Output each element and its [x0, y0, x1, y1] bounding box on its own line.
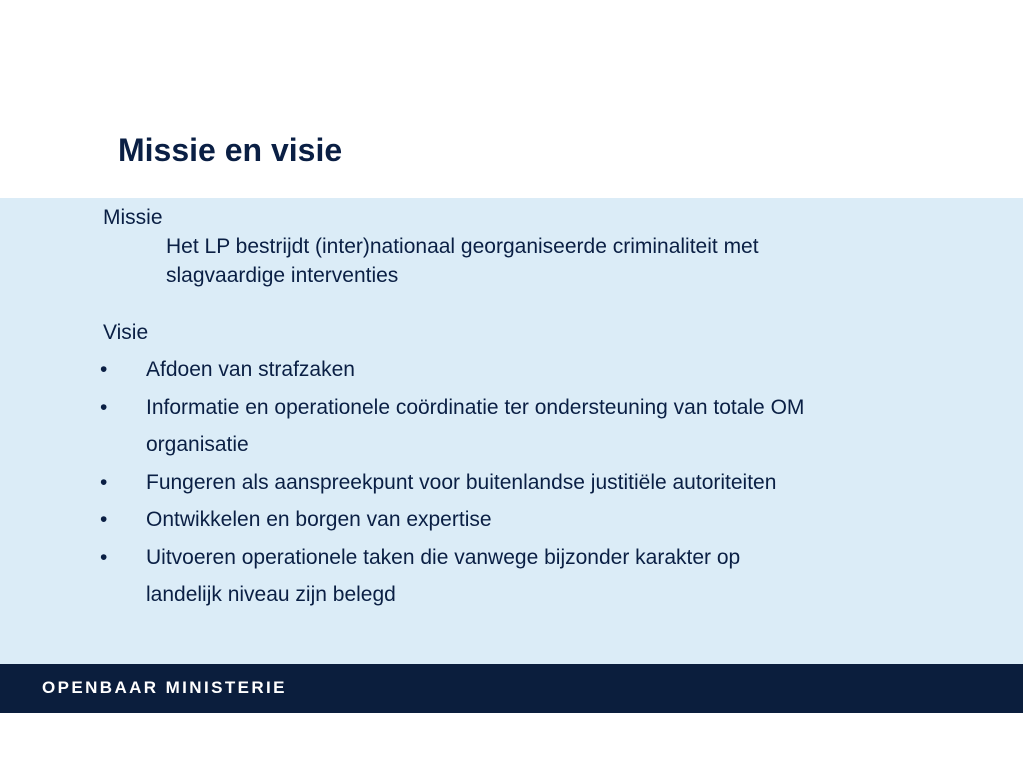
bullet-icon: •: [100, 358, 108, 381]
visie-bullet-item: [100, 501, 804, 539]
visie-bullet-item: [100, 464, 804, 502]
bullet-icon: •: [100, 395, 108, 419]
bullet-icon: •: [100, 545, 108, 569]
footer-bar: [0, 664, 1023, 713]
visie-heading: Visie: [103, 321, 149, 344]
bullet-line: landelijk niveau zijn belegd: [146, 583, 396, 606]
bullet-line: Afdoen van strafzaken: [146, 358, 355, 381]
visie-bullet-list: [100, 351, 804, 614]
slide-title: Missie en visie: [118, 132, 343, 168]
bullet-icon: •: [100, 470, 108, 494]
bullet-icon: •: [100, 508, 108, 531]
missie-body: [166, 232, 759, 290]
openbaar-ministerie-logo: OPENBAAR MINISTERIE: [42, 678, 287, 697]
visie-bullet-item: [100, 389, 804, 464]
missie-line: Het LP bestrijdt (inter)nationaal georganiseerde criminaliteit met: [166, 235, 759, 258]
bullet-line: organisatie: [146, 433, 249, 456]
bullet-line: Informatie en operationele coördinatie ter ondersteuning van totale OM: [146, 395, 805, 419]
bullet-line: Ontwikkelen en borgen van expertise: [146, 508, 492, 531]
visie-bullet-item: [100, 351, 804, 389]
bullet-line: Uitvoeren operationele taken die vanwege bijzonder karakter op: [146, 545, 741, 569]
missie-line: slagvaardige interventies: [166, 264, 399, 287]
missie-heading: Missie: [103, 206, 163, 229]
bullet-line: Fungeren als aanspreekpunt voor buitenlandse justitiële autoriteiten: [146, 470, 777, 494]
visie-bullet-item: [100, 539, 804, 614]
